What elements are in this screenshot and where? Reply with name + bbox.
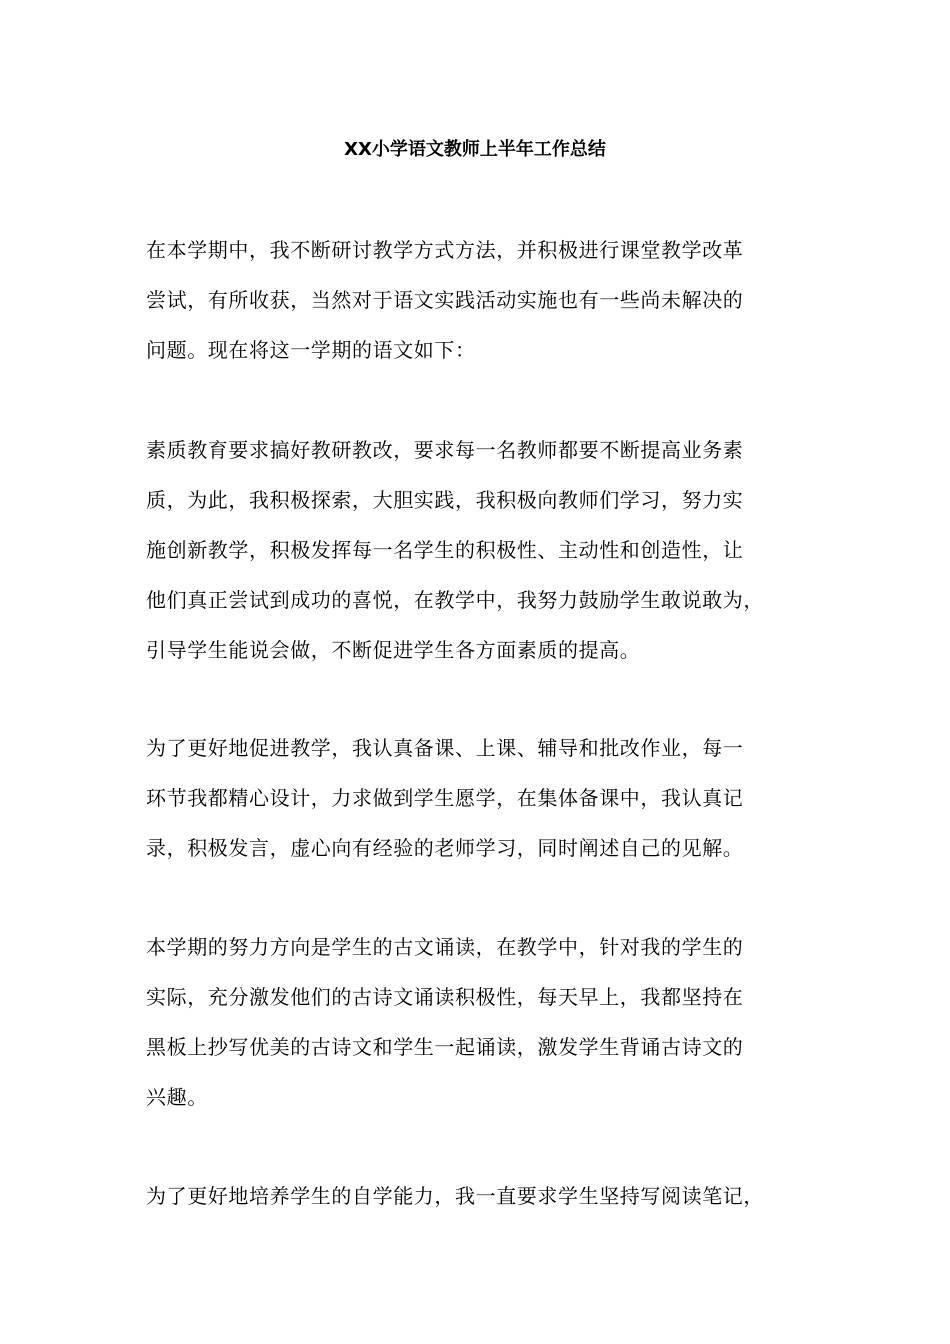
paragraph-2 <box>146 425 826 675</box>
paragraph-line: 引导学生能说会做，不断促进学生各方面素质的提高。 <box>146 638 641 662</box>
paragraph-line: 为了更好地促进教学，我认真备课、上课、辅导和批改作业，每一 <box>146 736 744 760</box>
paragraph-line: 为了更好地培养学生的自学能力，我一直要求学生坚持写阅读笔记， <box>146 1184 764 1208</box>
paragraph-line: 环节我都精心设计，力求做到学生愿学，在集体备课中，我认真记 <box>146 786 744 810</box>
document-title: XX小学语文教师上半年工作总结 <box>344 139 606 160</box>
paragraph-line: 素质教育要求搞好教研教改，要求每一名教师都要不断提高业务素 <box>146 438 744 462</box>
paragraph-line: 黑板上抄写优美的古诗文和学生一起诵读，激发学生背诵古诗文的 <box>146 1035 744 1059</box>
paragraph-line: 实际，充分激发他们的古诗文诵读积极性，每天早上，我都坚持在 <box>146 985 744 1009</box>
paragraph-line: 本学期的努力方向是学生的古文诵读，在教学中，针对我的学生的 <box>146 935 744 959</box>
paragraph-line: 他们真正尝试到成功的喜悦，在教学中，我努力鼓励学生敢说敢为， <box>146 588 764 612</box>
paragraph-line: 尝试，有所收获，当然对于语文实践活动实施也有一些尚未解决的 <box>146 288 744 312</box>
paragraph-line: 兴趣。 <box>146 1085 208 1109</box>
paragraph-line: 在本学期中，我不断研讨教学方式方法，并积极进行课堂教学改革 <box>146 238 744 262</box>
paragraph-3 <box>146 723 826 873</box>
paragraph-line: 质，为此，我积极探索，大胆实践，我积极向教师们学习，努力实 <box>146 488 744 512</box>
paragraph-5 <box>146 1171 826 1221</box>
paragraph-line: 录，积极发言，虚心向有经验的老师学习，同时阐述自己的见解。 <box>146 836 744 860</box>
paragraph-line: 问题。现在将这一学期的语文如下： <box>146 338 476 362</box>
paragraph-4 <box>146 922 826 1122</box>
paragraph-1 <box>146 225 826 375</box>
paragraph-line: 施创新教学，积极发挥每一名学生的积极性、主动性和创造性，让 <box>146 538 744 562</box>
